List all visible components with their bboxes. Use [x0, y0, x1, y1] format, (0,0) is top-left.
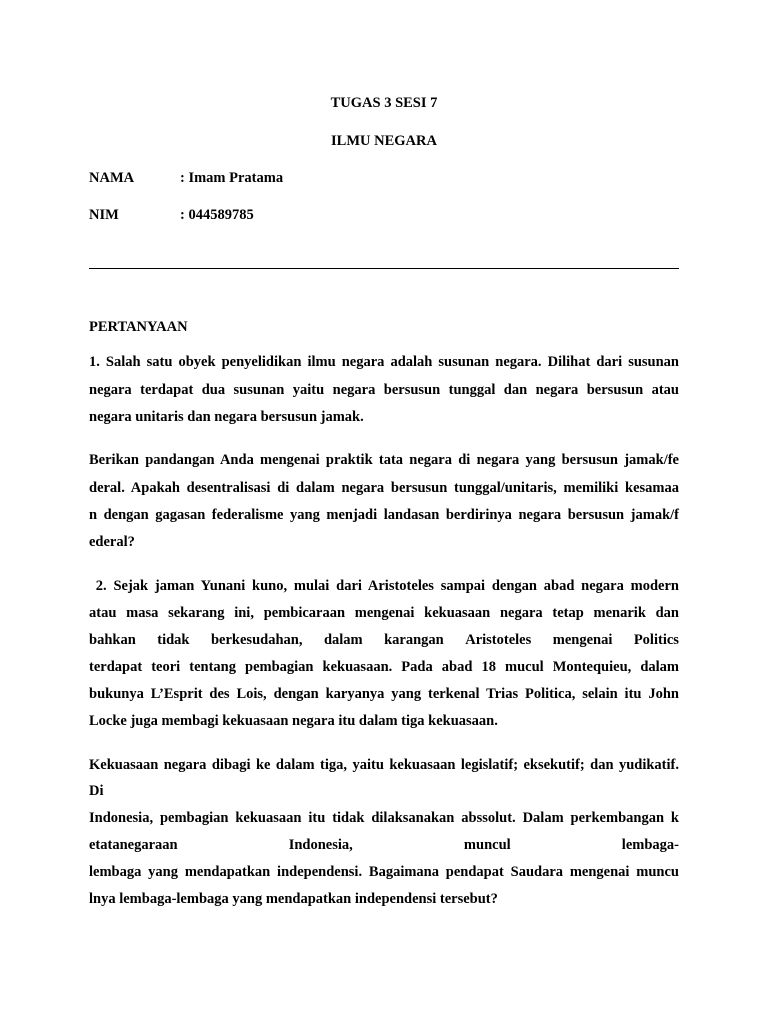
subject-title: ILMU NEGARA — [331, 133, 437, 149]
q2-prompt-word: lembaga- — [621, 837, 679, 853]
name-label: NAMA — [89, 170, 135, 186]
q1-line-3: negara unitaris dan negara bersusun jamak. — [89, 409, 364, 425]
q2-prompt-word: Indonesia, — [288, 837, 353, 853]
q2-word: karangan — [384, 632, 444, 648]
q2-prompt-line-1: Kekuasaan negara dibagi ke dalam tiga, yaitu kekuasaan legislatif; eksekutif; dan yudikatif. — [89, 757, 679, 773]
q2-word: Aristoteles — [465, 632, 532, 648]
q2-word: tidak — [157, 632, 190, 648]
q2-line-1: 2. Sejak jaman Yunani kuno, mulai dari Aristoteles sampai dengan abad negara modern — [89, 578, 679, 594]
assignment-title: TUGAS 3 SESI 7 — [330, 95, 438, 111]
q2-word: bahkan — [89, 632, 136, 648]
name-value: : Imam Pratama — [180, 170, 284, 186]
q2-line-2: atau masa sekarang ini, pembicaraan mengenai kekuasaan negara tetap menarik dan — [89, 605, 679, 621]
q1-prompt-line-1: Berikan pandangan Anda mengenai praktik tata negara di negara yang bersusun jamak/fe — [89, 452, 679, 468]
q1-prompt-line-2: deral. Apakah desentralisasi di dalam negara bersusun tunggal/unitaris, memiliki kesamaa — [89, 480, 679, 496]
q2-line-4: terdapat teori tentang pembagian kekuasaan. Pada abad 18 mucul Montequieu, dalam — [89, 659, 679, 675]
q1-prompt-line-3: n dengan gagasan federalisme yang menjadi landasan berdirinya negara bersusun jamak/f — [89, 507, 679, 523]
q2-prompt-line-2: Di — [89, 783, 104, 799]
q2-word: Politics — [633, 632, 679, 648]
q2-line-6: Locke juga membagi kekuasaan negara itu dalam tiga kekuasaan. — [89, 713, 498, 729]
nim-value: : 044589785 — [180, 207, 254, 223]
nim-label: NIM — [89, 207, 119, 223]
q2-line-3 — [89, 630, 679, 650]
q2-prompt-line-4 — [89, 835, 679, 855]
horizontal-divider — [89, 268, 679, 269]
q2-word: berkesudahan, — [210, 632, 303, 648]
q2-prompt-word: etatanegaraan — [89, 837, 178, 853]
q1-line-1: 1. Salah satu obyek penyelidikan ilmu negara adalah susunan negara. Dilihat dari susunan — [89, 354, 679, 370]
q2-line-5: bukunya L’Esprit des Lois, dengan karyanya yang terkenal Trias Politica, selain itu John — [89, 686, 679, 702]
q2-prompt-line-5: lembaga yang mendapatkan independensi. Bagaimana pendapat Saudara mengenai muncu — [89, 864, 679, 880]
q2-prompt-line-3: Indonesia, pembagian kekuasaan itu tidak dilaksanakan abssolut. Dalam perkembangan k — [89, 810, 679, 826]
q1-line-2: negara terdapat dua susunan yaitu negara bersusun tunggal dan negara bersusun atau — [89, 382, 679, 398]
q2-prompt-word: muncul — [463, 837, 511, 853]
q2-word: dalam — [323, 632, 363, 648]
q2-word: mengenai — [552, 632, 613, 648]
q2-prompt-line-6: lnya lembaga-lembaga yang mendapatkan independensi tersebut? — [89, 891, 498, 907]
section-heading: PERTANYAAN — [89, 319, 188, 335]
q1-prompt-line-4: ederal? — [89, 534, 135, 550]
